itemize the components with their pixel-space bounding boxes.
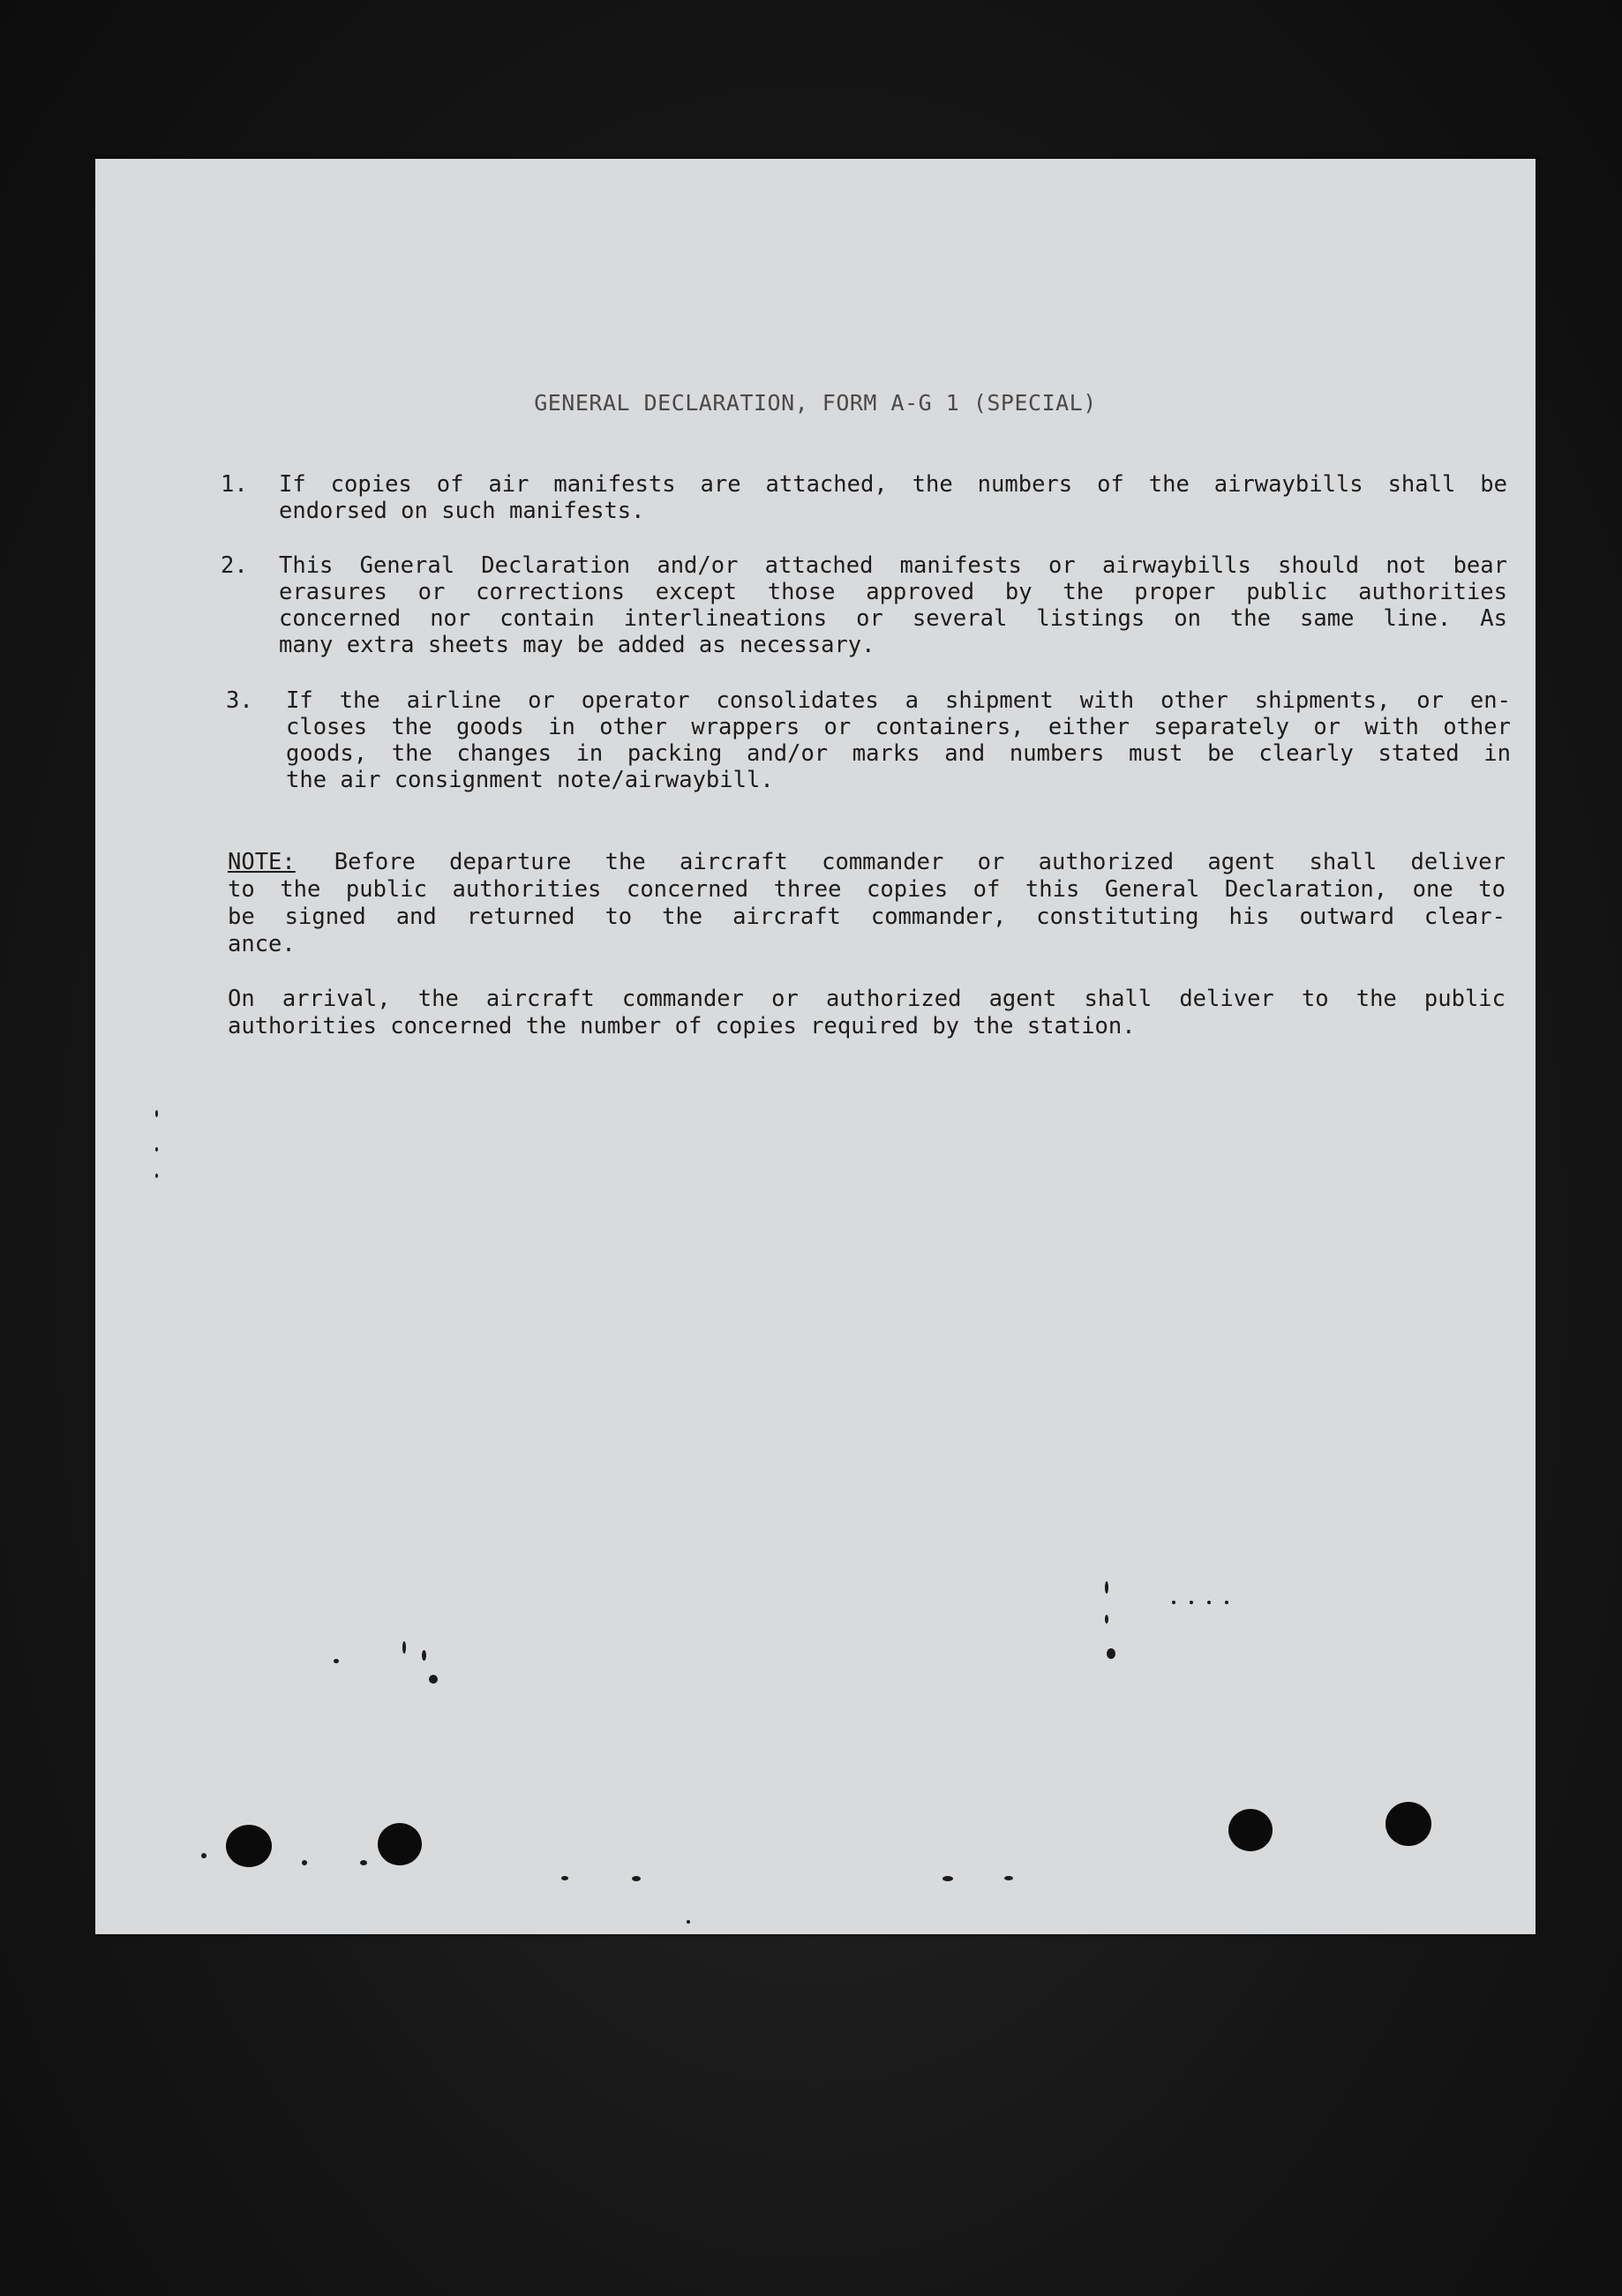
item-line: concerned nor contain interlineations or several listings on the same line. As [279,605,1507,632]
item-line: This General Declaration and/or attached manifests or airwaybills should not bear [279,552,1507,579]
speck [155,1110,158,1117]
item-2-text [279,552,1507,658]
item-3-text [286,687,1511,793]
speck [201,1853,207,1858]
speck [422,1650,426,1661]
speck [1107,1648,1115,1659]
arrival-line: On arrival, the aircraft commander or authorized agent shall deliver to the public [228,986,1506,1012]
item-line: closes the goods in other wrappers or containers, either separately or with other [286,714,1511,740]
punch-hole [378,1823,422,1865]
item-line: the air consignment note/airwaybill. [286,767,774,793]
speck [302,1860,307,1865]
item-line: goods, the changes in packing and/or marks and numbers must be clearly stated in [286,740,1511,767]
note-line: to the public authorities concerned three copies of this General Declaration, one to [228,876,1506,903]
speck [1190,1601,1193,1604]
speck [687,1920,690,1924]
speck [561,1876,568,1880]
speck [1172,1601,1175,1604]
punch-hole [1228,1809,1273,1851]
speck [402,1641,406,1654]
speck [429,1675,438,1684]
item-line: many extra sheets may be added as necessary. [279,632,875,658]
speck [1225,1601,1228,1604]
speck [1105,1615,1108,1624]
speck [334,1659,339,1663]
punch-hole [226,1825,272,1867]
item-line: If copies of air manifests are attached, the numbers of the airwaybills shall be [279,471,1507,498]
item-line: erasures or corrections except those approved by the proper public authorities [279,579,1507,605]
note-paragraph [228,849,1506,958]
speck [155,1147,158,1152]
speck [632,1876,641,1881]
speck [155,1174,158,1178]
item-line: If the airline or operator consolidates a shipment with other shipments, or en- [286,687,1511,714]
item-number: 1. [221,471,248,498]
item-number: 3. [226,687,253,714]
arrival-paragraph [228,986,1506,1040]
speck [360,1860,367,1865]
speck [942,1876,953,1881]
note-line: be signed and returned to the aircraft commander, constituting his outward clear- [228,904,1506,930]
speck [1105,1581,1108,1594]
note-label: NOTE: [228,849,296,875]
document-title: GENERAL DECLARATION, FORM A-G 1 (SPECIAL) [534,390,1097,416]
document-page [95,159,1536,1934]
speck [1207,1601,1211,1604]
item-line: endorsed on such manifests. [279,498,645,524]
item-number: 2. [221,552,248,579]
arrival-line: authorities concerned the number of copies required by the station. [228,1013,1136,1039]
speck [1004,1876,1013,1880]
note-line: ance. [228,931,296,957]
note-line-text: Before departure the aircraft commander or authorized agent shall deliver [334,849,1506,875]
note-line [228,849,1506,876]
item-1-text [279,471,1507,524]
punch-hole [1385,1802,1431,1846]
